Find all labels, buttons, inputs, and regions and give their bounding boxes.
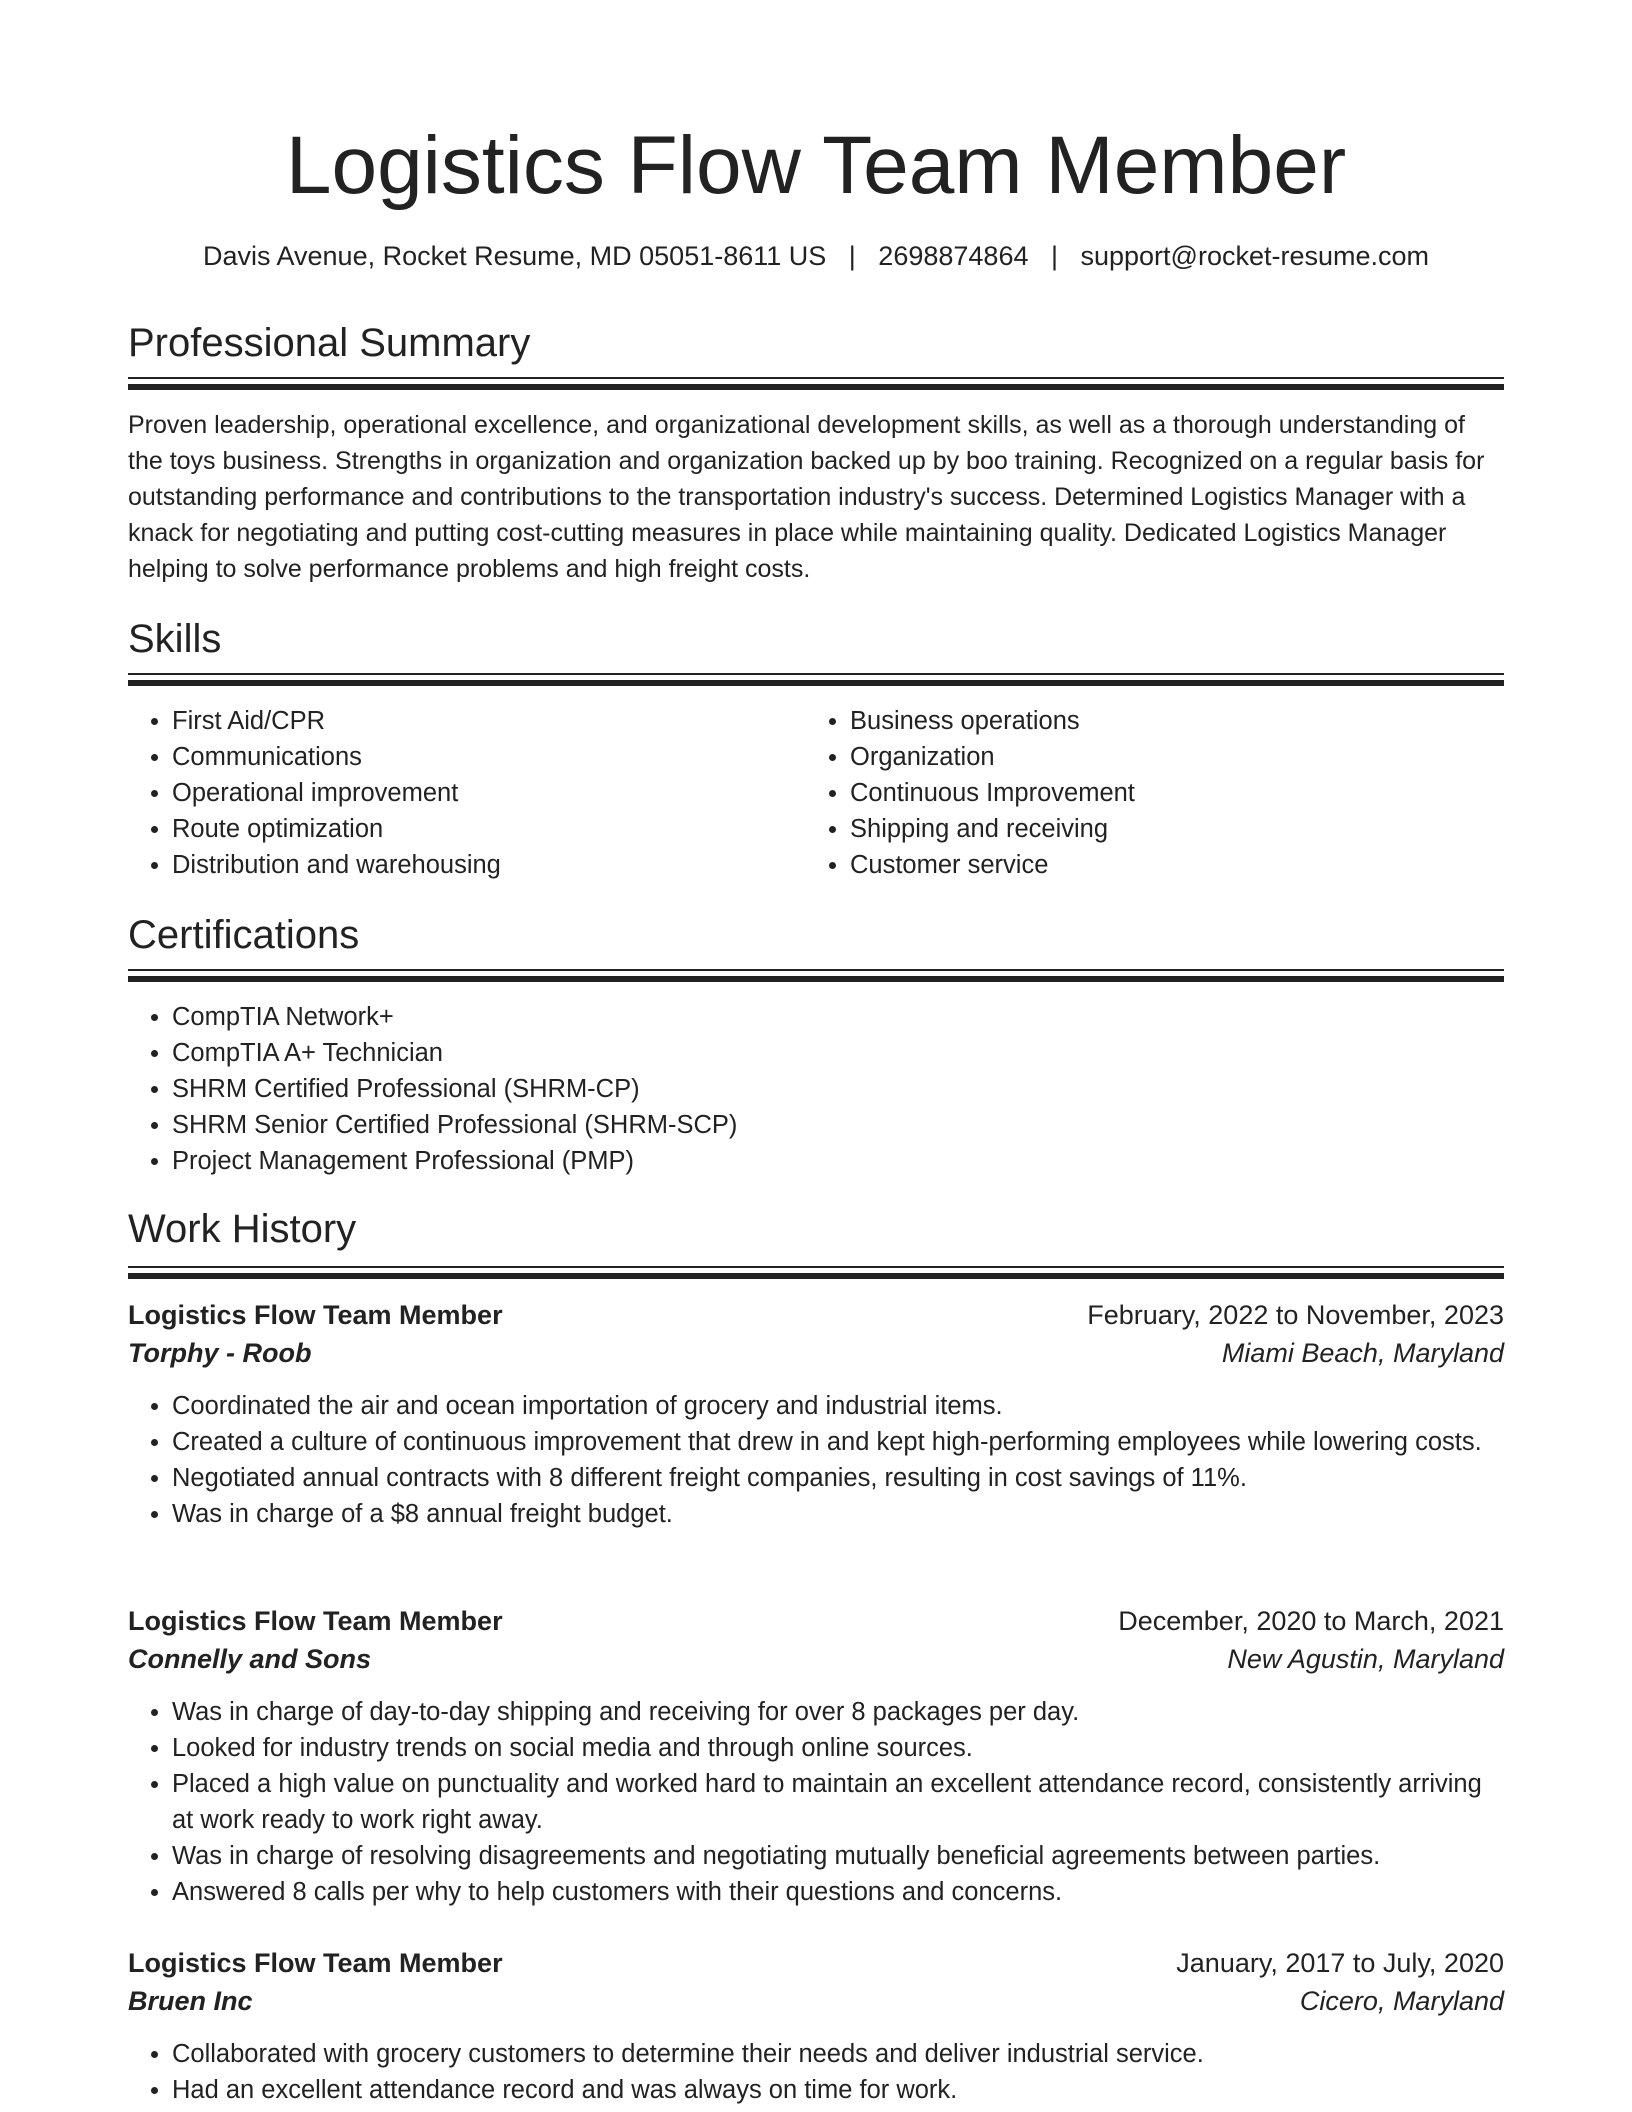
skill-item: • Organization	[850, 739, 1500, 775]
skill-item: • Customer service	[850, 847, 1500, 883]
job-location: New Agustin, Maryland	[1227, 1644, 1504, 1674]
skill-item: • Shipping and receiving	[850, 811, 1500, 847]
section-divider	[128, 1266, 1504, 1268]
section-divider	[128, 680, 1504, 686]
job-header	[128, 1944, 1504, 1982]
skills-list-right	[806, 703, 1500, 883]
skill-item: • First Aid/CPR	[172, 703, 802, 739]
summary-text: Proven leadership, operational excellence, and organizational development skills, as well as a thorough understanding of the toys business. Strengths in organization and organization backed up by boo training. Recognized on a regular basis for outstanding performance and contributions to the transportation industry's success. Determined Logistics Manager with a knack for negotiating and putting cost-cutting measures in place while maintaining quality. Dedicated Logistics Manager helping to solve performance problems and high freight costs.	[128, 411, 1485, 583]
section-divider	[128, 976, 1504, 982]
job-dates: February, 2022 to November, 2023	[1087, 1300, 1504, 1330]
job-subheader	[128, 1334, 1504, 1372]
section-divider	[128, 673, 1504, 675]
skill-item: • Route optimization	[172, 811, 802, 847]
job-bullet: • Was in charge of a $8 annual freight budget.	[172, 1496, 1504, 1532]
job-company: Torphy - Roob	[128, 1338, 312, 1368]
skill-item: • Continuous Improvement	[850, 775, 1500, 811]
job-dates: January, 2017 to July, 2020	[1176, 1948, 1504, 1978]
certifications-list	[128, 999, 1504, 1179]
job-bullets	[128, 1694, 1504, 1910]
job-bullet: • Placed a high value on punctuality and worked hard to maintain an excellent attendance record, consistently arriving at work ready to work right away.	[172, 1766, 1504, 1838]
skills-list-left	[128, 703, 802, 883]
job-bullet: • Was in charge of day-to-day shipping and receiving for over 8 packages per day.	[172, 1694, 1504, 1730]
certification-item: • CompTIA A+ Technician	[172, 1035, 1504, 1071]
work-history-heading: Work History	[128, 1207, 357, 1251]
job-title: Logistics Flow Team Member	[128, 1948, 503, 1978]
job-bullet: • Negotiated annual contracts with 8 different freight companies, resulting in cost savings of 11%.	[172, 1460, 1504, 1496]
job-dates: December, 2020 to March, 2021	[1118, 1606, 1504, 1636]
job-header	[128, 1296, 1504, 1334]
job-bullet: • Was in charge of resolving disagreements and negotiating mutually beneficial agreements between parties.	[172, 1838, 1504, 1874]
skills-heading: Skills	[128, 617, 222, 661]
certifications-heading: Certifications	[128, 913, 360, 957]
job-bullet: • Created a culture of continuous improvement that drew in and kept high-performing employees while lowering costs.	[172, 1424, 1504, 1460]
job-location: Cicero, Maryland	[1299, 1986, 1504, 2016]
job-bullets	[128, 1388, 1504, 1532]
section-divider	[128, 384, 1504, 390]
job-location: Miami Beach, Maryland	[1221, 1338, 1504, 1368]
section-divider	[128, 377, 1504, 379]
job-subheader	[128, 1982, 1504, 2020]
certification-item: • CompTIA Network+	[172, 999, 1504, 1035]
summary-heading: Professional Summary	[128, 321, 531, 365]
resume-name: Logistics Flow Team Member	[285, 120, 1347, 211]
section-divider	[128, 969, 1504, 971]
job-bullet: • Looked for industry trends on social media and through online sources.	[172, 1730, 1504, 1766]
job-company: Bruen Inc	[128, 1986, 253, 2016]
job-subheader	[128, 1640, 1504, 1678]
certification-item: • Project Management Professional (PMP)	[172, 1143, 1504, 1179]
job-title: Logistics Flow Team Member	[128, 1606, 503, 1636]
certification-item: • SHRM Senior Certified Professional (SHRM-SCP)	[172, 1107, 1504, 1143]
certification-item: • SHRM Certified Professional (SHRM-CP)	[172, 1071, 1504, 1107]
skill-item: • Business operations	[850, 703, 1500, 739]
job-bullet: • Collaborated with grocery customers to determine their needs and deliver industrial service.	[172, 2036, 1504, 2072]
job-title: Logistics Flow Team Member	[128, 1300, 503, 1330]
job-bullet: • Had an excellent attendance record and was always on time for work.	[172, 2072, 1504, 2108]
job-bullet: • Answered 8 calls per why to help customers with their questions and concerns.	[172, 1874, 1504, 1910]
skill-item: • Distribution and warehousing	[172, 847, 802, 883]
job-header	[128, 1602, 1504, 1640]
skill-item: • Communications	[172, 739, 802, 775]
skill-item: • Operational improvement	[172, 775, 802, 811]
section-divider	[128, 1273, 1504, 1279]
job-company: Connelly and Sons	[128, 1644, 372, 1674]
contact-line: Davis Avenue, Rocket Resume, MD 05051-8611 US | 2698874864 | support@rocket-resume.com	[202, 241, 1430, 271]
job-bullets	[128, 2036, 1504, 2108]
job-bullet: • Coordinated the air and ocean importation of grocery and industrial items.	[172, 1388, 1504, 1424]
